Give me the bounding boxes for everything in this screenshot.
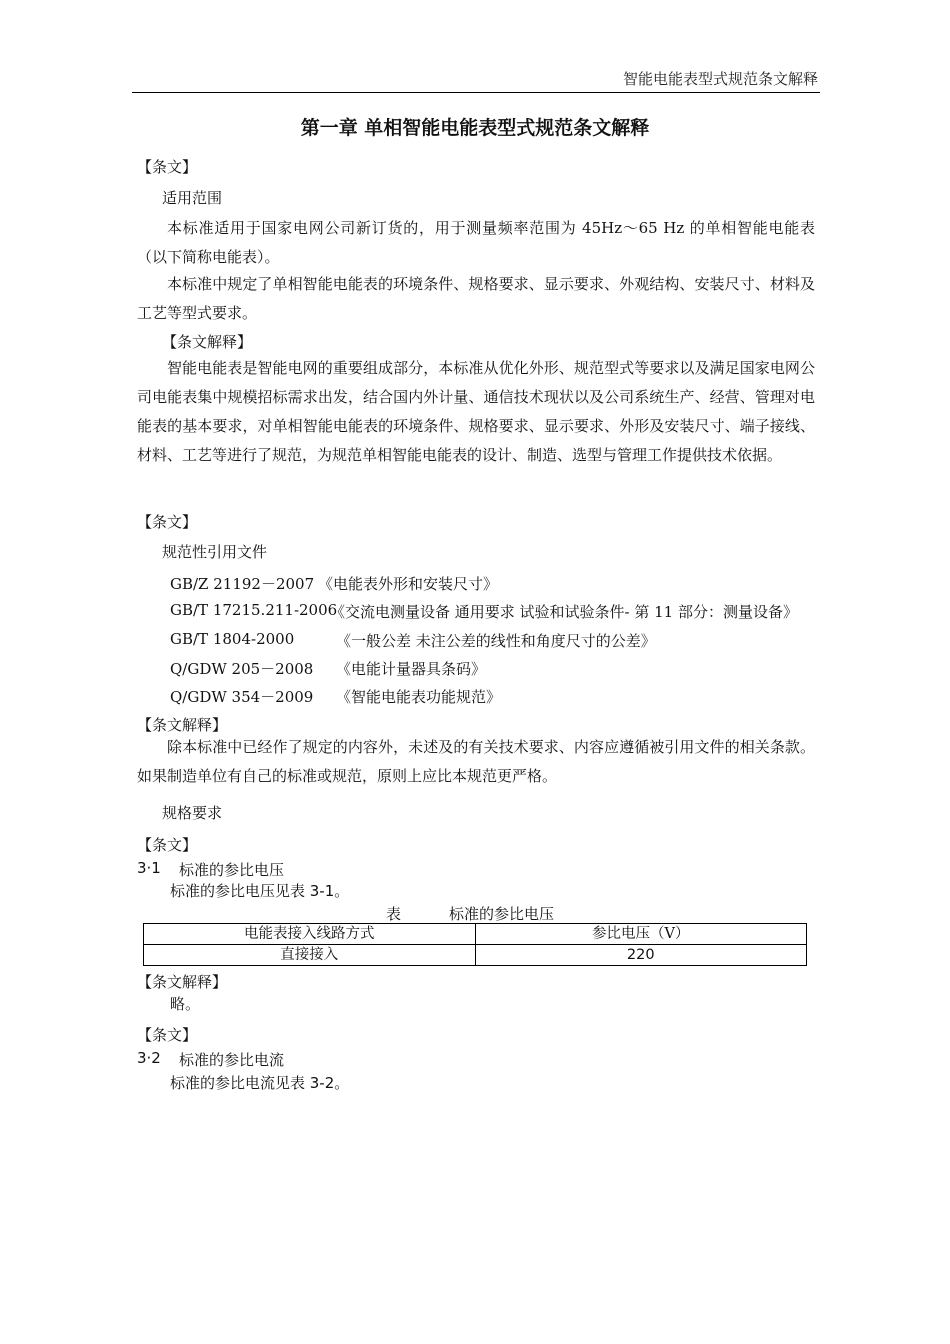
- clause-explanation-tag: 【条文解释】: [137, 716, 228, 734]
- item-text: 标准的参比电压见表 3-1。: [170, 882, 350, 900]
- clause-explanation-tag: 【条文解释】: [137, 973, 228, 991]
- table-row: [144, 945, 807, 966]
- section-heading-scope: 适用范围: [162, 189, 223, 207]
- ref-code: GB/Z 21192－2007: [170, 575, 315, 593]
- table-header-cell: 电能表接入线路方式: [144, 924, 476, 945]
- section-heading-specifications: 规格要求: [162, 804, 223, 822]
- table-cell: 220: [475, 945, 807, 966]
- item-number: 3·2: [137, 1049, 161, 1067]
- item-title: 标准的参比电流: [179, 1051, 285, 1069]
- ref-title: 《智能电能表功能规范》: [336, 688, 502, 706]
- ref-code: GB/T 1804-2000: [170, 630, 295, 648]
- scope-paragraph-2: 本标准中规定了单相智能电能表的环境条件、规格要求、显示要求、外观结构、安装尺寸、材料及工艺等型式要求。: [137, 275, 815, 322]
- table-caption-label: 表: [386, 905, 402, 923]
- header-rule: [132, 92, 820, 93]
- table-header-row: [144, 924, 807, 945]
- clause-explanation-tag: 【条文解释】: [162, 333, 253, 351]
- scope-explanation: 智能电能表是智能电网的重要组成部分，本标准从优化外形、规范型式等要求以及满足国家电网公司电能表集中规模招标需求出发，结合国内外计量、通信技术现状以及公司系统生产、经营、管理对电能表的基本要求，对单相智能电能表的环境条件、规格要求、显示要求、外形及安装尺寸、端子接线、材料、工艺等进行了规范，为规范单相智能电能表的设计、制造、选型与管理工作提供技术依据。: [137, 359, 815, 464]
- scope-paragraph-1: 本标准适用于国家电网公司新订货的，用于测量频率范围为 45Hz～65 Hz 的单相智能电能表（以下简称电能表）。: [137, 219, 815, 266]
- item-number: 3·1: [137, 859, 161, 877]
- reference-voltage-table: [143, 923, 807, 966]
- clause-tag: 【条文】: [137, 836, 198, 854]
- references-explanation: 除本标准中已经作了规定的内容外，未述及的有关技术要求、内容应遵循被引用文件的相关条款。如果制造单位有自己的标准或规范，原则上应比本规范更严格。: [137, 738, 815, 785]
- clause-tag: 【条文】: [137, 158, 198, 176]
- explanation-text: 略。: [170, 995, 201, 1013]
- clause-tag: 【条文】: [137, 513, 198, 531]
- running-header: 智能电能表型式规范条文解释: [622, 70, 818, 88]
- ref-title: 《电能计量器具条码》: [336, 660, 487, 678]
- chapter-title: 第一章 单相智能电能表型式规范条文解释: [300, 117, 650, 139]
- ref-code: Q/GDW 205－2008: [170, 660, 314, 678]
- ref-code: GB/T 17215.211-2006: [170, 601, 338, 619]
- table-caption-title: 标准的参比电压: [449, 905, 555, 923]
- item-title: 标准的参比电压: [179, 861, 285, 879]
- table-header-cell: 参比电压（V）: [475, 924, 807, 945]
- ref-code: Q/GDW 354－2009: [170, 688, 314, 706]
- section-heading-references: 规范性引用文件: [162, 543, 268, 561]
- item-text: 标准的参比电流见表 3-2。: [170, 1074, 350, 1092]
- ref-title: 《电能表外形和安装尺寸》: [318, 575, 499, 593]
- clause-tag: 【条文】: [137, 1026, 198, 1044]
- table-cell: 直接接入: [144, 945, 476, 966]
- ref-title: 《一般公差 未注公差的线性和角度尺寸的公差》: [336, 632, 656, 650]
- ref-title: 《交流电测量设备 通用要求 试验和试验条件- 第 11 部分：测量设备》: [330, 603, 798, 621]
